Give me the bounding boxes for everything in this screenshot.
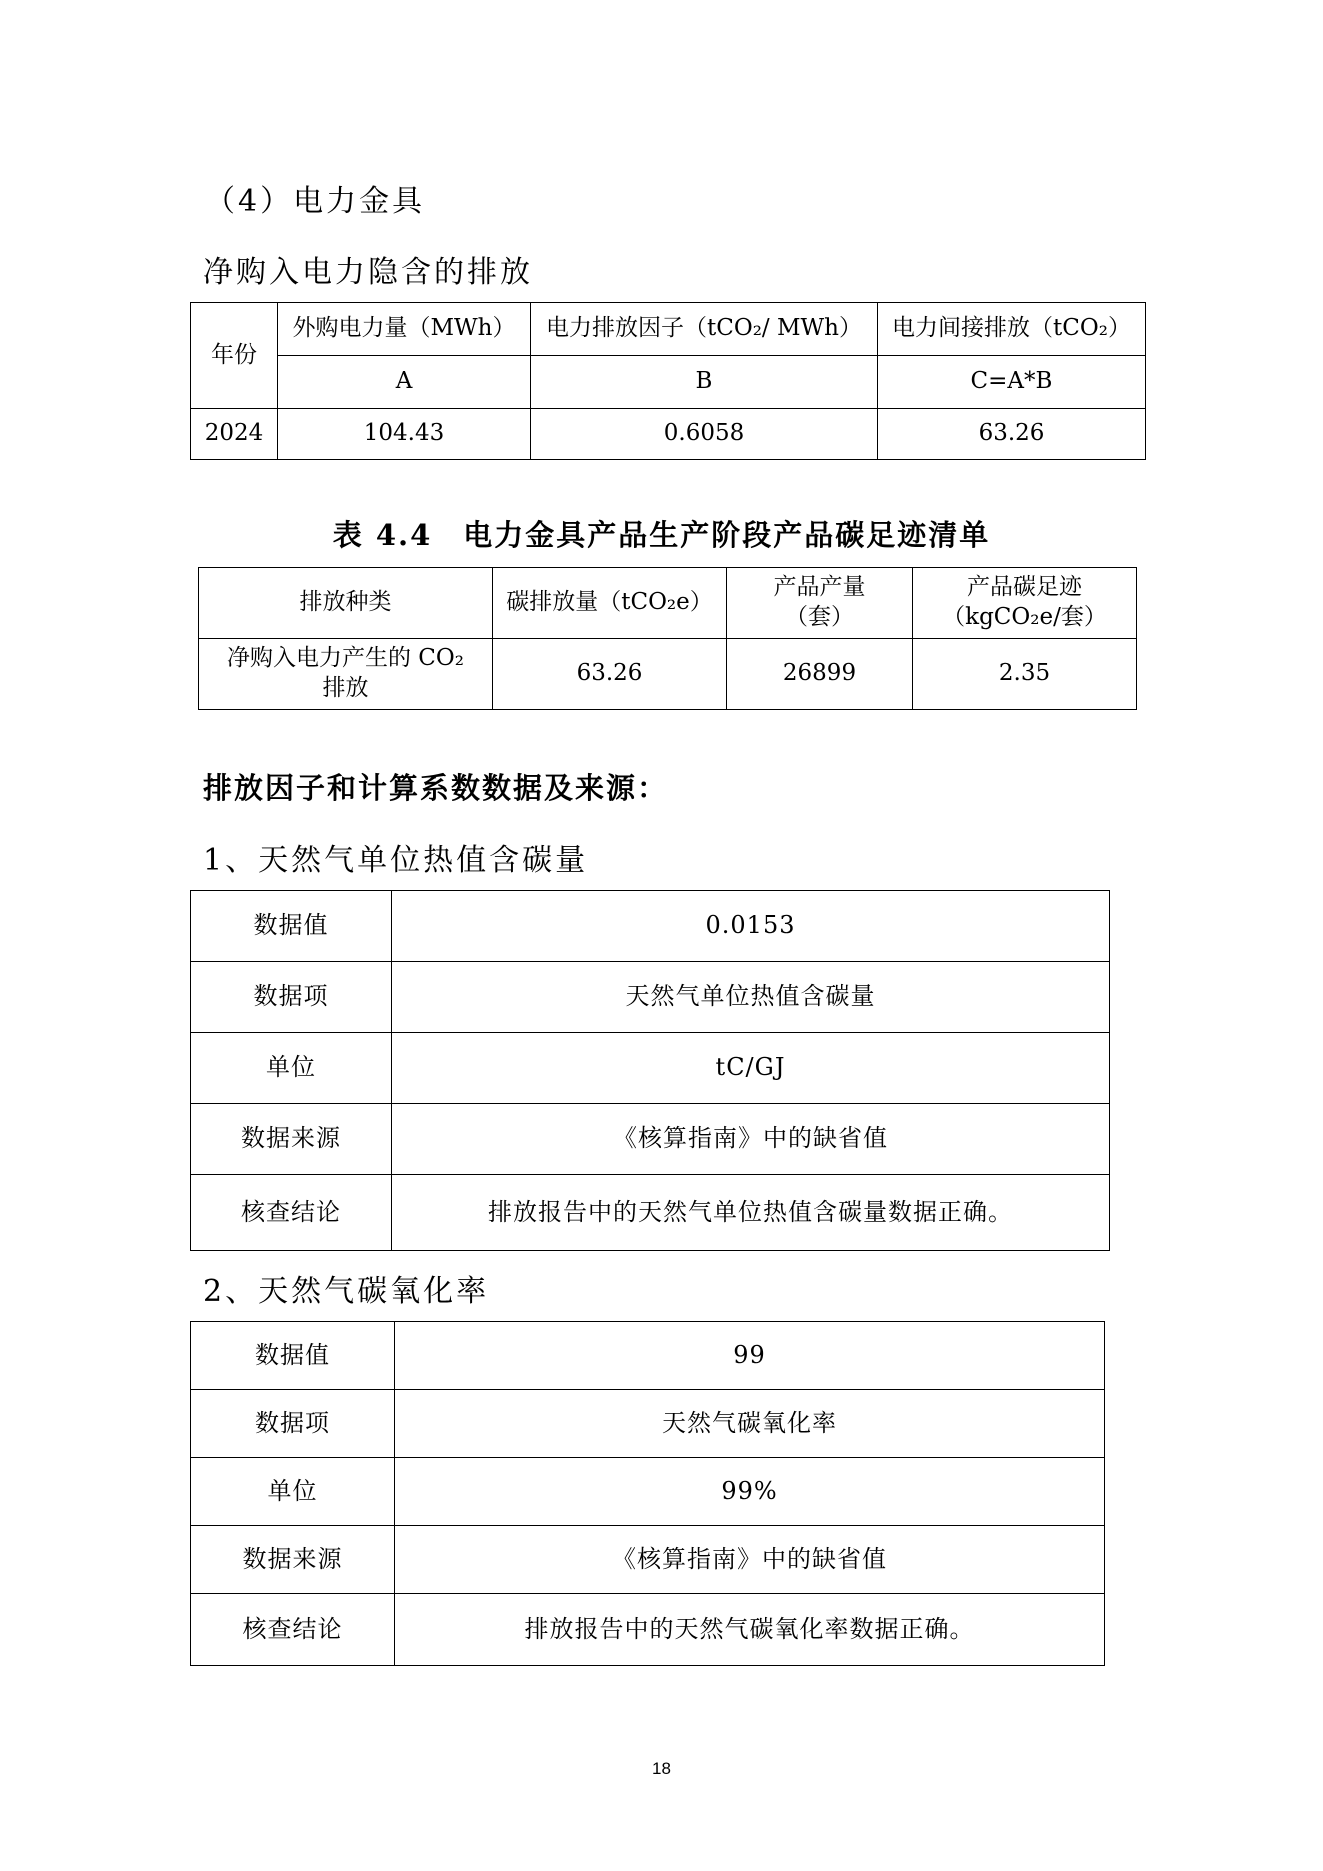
col-a-symbol: A xyxy=(278,356,531,409)
row-label: 核查结论 xyxy=(191,1594,395,1666)
footprint-header xyxy=(913,568,1137,639)
emission-heading: 净购入电力隐含的排放 xyxy=(203,255,533,290)
oxidation-rate-table xyxy=(190,1321,1105,1666)
table-caption: 表 4.4 电力金具产品生产阶段产品碳足迹清单 xyxy=(332,518,991,552)
row-label: 数据项 xyxy=(191,962,392,1033)
table-row xyxy=(191,1033,1110,1104)
col-b-symbol: B xyxy=(531,356,878,409)
footprint-header-line2: （kgCO₂e/套） xyxy=(942,604,1107,630)
output-cell: 26899 xyxy=(727,639,913,710)
row-value: 天然气碳氧化率 xyxy=(395,1390,1105,1458)
table-row xyxy=(191,1175,1110,1251)
output-header xyxy=(727,568,913,639)
row-label: 单位 xyxy=(191,1458,395,1526)
output-header-line1: 产品产量 xyxy=(773,574,866,601)
item1-title: 1、天然气单位热值含碳量 xyxy=(203,843,589,878)
row-value: 《核算指南》中的缺省值 xyxy=(392,1104,1110,1175)
row-label: 数据值 xyxy=(191,891,392,962)
table-row xyxy=(191,962,1110,1033)
row-value: 排放报告中的天然气单位热值含碳量数据正确。 xyxy=(392,1175,1110,1251)
row-value: 0.0153 xyxy=(392,891,1110,962)
row-value: 天然气单位热值含碳量 xyxy=(392,962,1110,1033)
emission-factor-cell: 0.6058 xyxy=(531,409,878,460)
emission-type-line1: 净购入电力产生的 CO₂ xyxy=(227,645,464,672)
emission-amount-header: 碳排放量（tCO₂e） xyxy=(493,568,727,639)
emission-amount-cell: 63.26 xyxy=(493,639,727,710)
col-a-header: 外购电力量（MWh） xyxy=(278,303,531,356)
table-row xyxy=(191,1458,1105,1526)
footprint-header-line1: 产品碳足迹 xyxy=(967,574,1082,601)
table-row xyxy=(191,409,1146,460)
row-label: 数据值 xyxy=(191,1322,395,1390)
output-header-line2: （套） xyxy=(785,604,854,630)
table-row xyxy=(191,1390,1105,1458)
row-label: 数据来源 xyxy=(191,1526,395,1594)
carbon-content-table xyxy=(190,890,1110,1251)
footprint-cell: 2.35 xyxy=(913,639,1137,710)
row-value: 99 xyxy=(395,1322,1105,1390)
item2-title: 2、天然气碳氧化率 xyxy=(203,1274,490,1309)
emission-type-line2: 排放 xyxy=(322,675,369,701)
purchased-power-cell: 104.43 xyxy=(278,409,531,460)
row-value: tC/GJ xyxy=(392,1033,1110,1104)
year-cell: 2024 xyxy=(191,409,278,460)
page-number: 18 xyxy=(652,1759,671,1778)
table-row xyxy=(191,1322,1105,1390)
emission-type-header: 排放种类 xyxy=(199,568,493,639)
col-b-header: 电力排放因子（tCO₂/ MWh） xyxy=(531,303,878,356)
row-label: 数据项 xyxy=(191,1390,395,1458)
col-year-header: 年份 xyxy=(191,303,278,409)
table-row xyxy=(199,639,1137,710)
col-c-symbol: C=A*B xyxy=(878,356,1146,409)
electricity-emission-table xyxy=(190,302,1146,460)
row-value: 《核算指南》中的缺省值 xyxy=(395,1526,1105,1594)
row-label: 数据来源 xyxy=(191,1104,392,1175)
subsection-title: （4）电力金具 xyxy=(205,184,426,219)
table-row xyxy=(191,891,1110,962)
indirect-emission-cell: 63.26 xyxy=(878,409,1146,460)
col-c-header: 电力间接排放（tCO₂） xyxy=(878,303,1146,356)
row-label: 核查结论 xyxy=(191,1175,392,1251)
row-value: 排放报告中的天然气碳氧化率数据正确。 xyxy=(395,1594,1105,1666)
table-row xyxy=(191,1104,1110,1175)
row-value: 99% xyxy=(395,1458,1105,1526)
row-label: 单位 xyxy=(191,1033,392,1104)
factors-heading: 排放因子和计算系数数据及来源： xyxy=(203,771,669,805)
emission-type-cell xyxy=(199,639,493,710)
carbon-footprint-table xyxy=(198,567,1137,710)
table-row xyxy=(191,1594,1105,1666)
table-row xyxy=(191,1526,1105,1594)
